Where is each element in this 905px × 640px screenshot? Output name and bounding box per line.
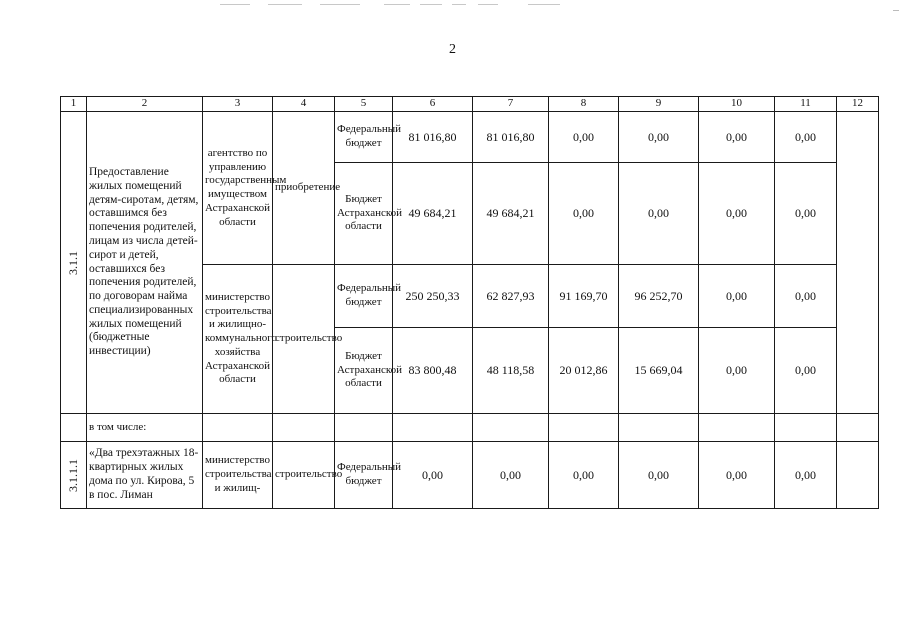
agency-cell: министерство строительства и жилищ-: [203, 442, 273, 509]
scan-artifact: [478, 4, 498, 5]
funding-source: Федеральный бюджет: [335, 112, 393, 163]
value-cell: 62 827,93: [473, 265, 549, 328]
value-cell: 0,00: [699, 442, 775, 509]
value-cell: [837, 442, 879, 509]
value-cell: 48 118,58: [473, 328, 549, 414]
program-table: [60, 96, 879, 509]
header-cell: 6: [393, 97, 473, 112]
table-row: [61, 414, 879, 442]
activity-type-cell: приобретение: [273, 112, 335, 265]
value-cell: 0,00: [699, 328, 775, 414]
scan-artifact: [268, 4, 302, 5]
value-cell: 250 250,33: [393, 265, 473, 328]
value-cell: 83 800,48: [393, 328, 473, 414]
row-code-cell: [61, 112, 87, 414]
activity-type-cell: строительство: [273, 265, 335, 414]
header-row: [61, 97, 879, 112]
empty-cell: [61, 414, 87, 442]
agency-cell: агентство по управлению государственным имуществом Астраханской области: [203, 112, 273, 265]
value-cell: 0,00: [619, 112, 699, 163]
scan-artifact: [452, 4, 466, 5]
activity-type-cell: строительство: [273, 442, 335, 509]
empty-cell: [473, 414, 549, 442]
value-cell: 0,00: [473, 442, 549, 509]
value-cell: 81 016,80: [393, 112, 473, 163]
header-cell: 1: [61, 97, 87, 112]
value-cell: 15 669,04: [619, 328, 699, 414]
value-cell: 49 684,21: [473, 163, 549, 265]
table-row: [61, 442, 879, 509]
empty-cell: [393, 414, 473, 442]
empty-cell: [273, 414, 335, 442]
value-cell: 91 169,70: [549, 265, 619, 328]
value-cell: 0,00: [775, 163, 837, 265]
empty-cell: [775, 414, 837, 442]
header-cell: 4: [273, 97, 335, 112]
funding-source: Бюджет Астраханской области: [335, 328, 393, 414]
value-cell: 0,00: [619, 163, 699, 265]
value-cell: 0,00: [699, 112, 775, 163]
value-cell: 96 252,70: [619, 265, 699, 328]
scan-artifact: [420, 4, 442, 5]
row-code: 3.1.1: [66, 250, 80, 275]
header-cell: 8: [549, 97, 619, 112]
agency-cell: министерство строительства и жилищно-коммунального хозяйства Астраханской области: [203, 265, 273, 414]
header-cell: 11: [775, 97, 837, 112]
funding-source: Федеральный бюджет: [335, 265, 393, 328]
header-cell: 12: [837, 97, 879, 112]
row-code-cell: [61, 442, 87, 509]
value-cell: 0,00: [699, 265, 775, 328]
header-cell: 10: [699, 97, 775, 112]
value-cell: 0,00: [549, 442, 619, 509]
header-cell: 3: [203, 97, 273, 112]
header-cell: 5: [335, 97, 393, 112]
scan-artifact: [384, 4, 410, 5]
row-code: 3.1.1.1: [66, 458, 80, 492]
scan-artifact: [220, 4, 250, 5]
header-cell: 2: [87, 97, 203, 112]
value-cell: 0,00: [619, 442, 699, 509]
empty-cell: [619, 414, 699, 442]
value-cell: 0,00: [549, 112, 619, 163]
value-cell: 0,00: [393, 442, 473, 509]
value-cell: 0,00: [549, 163, 619, 265]
including-label: в том числе:: [87, 414, 203, 442]
row-description: Предоставление жилых помещений детям-сиротам, детям, оставшимся без попечения родителей, лицам из числа детей-сирот и детей, оставшихся без попечения родителей, по договорам найма специализированных жилых помещений (бюджетные инвестиции): [87, 112, 203, 414]
scan-artifact: [893, 10, 899, 17]
value-cell: [837, 112, 879, 414]
empty-cell: [549, 414, 619, 442]
funding-source: Бюджет Астраханской области: [335, 163, 393, 265]
header-cell: 9: [619, 97, 699, 112]
value-cell: 0,00: [699, 163, 775, 265]
value-cell: 20 012,86: [549, 328, 619, 414]
empty-cell: [335, 414, 393, 442]
value-cell: 0,00: [775, 328, 837, 414]
empty-cell: [699, 414, 775, 442]
empty-cell: [837, 414, 879, 442]
row-description: «Два трехэтажных 18-квартирных жилых дома по ул. Кирова, 5 в пос. Лиман: [87, 442, 203, 509]
empty-cell: [203, 414, 273, 442]
table-row: [61, 112, 879, 163]
scan-artifact: [320, 4, 360, 5]
value-cell: 0,00: [775, 112, 837, 163]
funding-source: Федеральный бюджет: [335, 442, 393, 509]
scan-artifact: [528, 4, 560, 5]
value-cell: 81 016,80: [473, 112, 549, 163]
value-cell: 49 684,21: [393, 163, 473, 265]
header-cell: 7: [473, 97, 549, 112]
value-cell: 0,00: [775, 265, 837, 328]
value-cell: 0,00: [775, 442, 837, 509]
page-number: 2: [449, 42, 456, 57]
